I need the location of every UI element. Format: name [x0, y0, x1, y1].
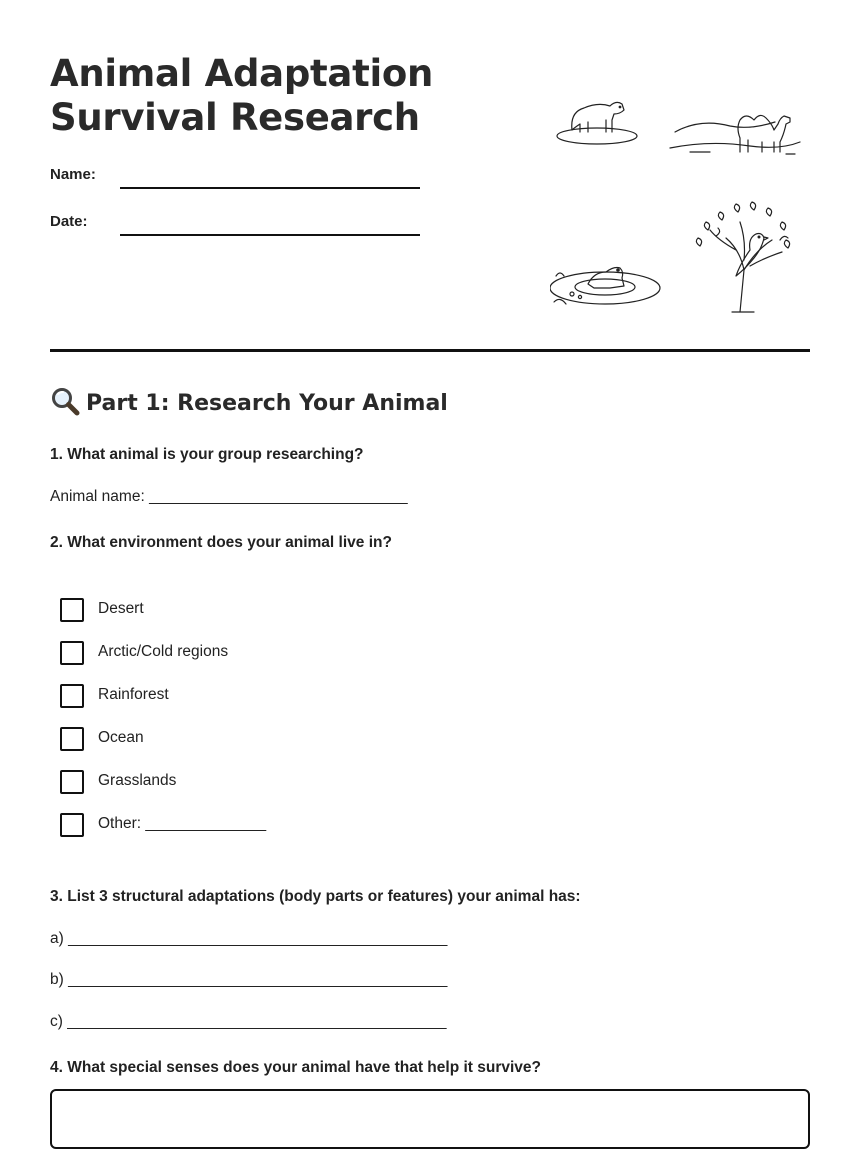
adaptation-line-a[interactable]: a) ____________________________________________	[50, 930, 448, 947]
animal-illustrations	[550, 90, 810, 320]
checkbox[interactable]	[60, 770, 84, 794]
option-label: Desert	[98, 600, 144, 617]
question-1: 1. What animal is your group researching?	[50, 446, 364, 463]
question-2: 2. What environment does your animal live in?	[50, 534, 392, 551]
senses-answer-box[interactable]	[50, 1089, 810, 1149]
checkbox[interactable]	[60, 684, 84, 708]
part1-heading-text: Part 1: Research Your Animal	[86, 391, 448, 416]
checkbox[interactable]	[60, 813, 84, 837]
checkbox[interactable]	[60, 598, 84, 622]
worksheet-title	[50, 52, 433, 140]
checkbox[interactable]	[60, 727, 84, 751]
option-label: Arctic/Cold regions	[98, 643, 229, 660]
checkbox[interactable]	[60, 641, 84, 665]
header-divider	[50, 349, 810, 352]
option-label: Other: ______________	[98, 815, 267, 832]
date-field[interactable]	[120, 234, 420, 236]
name-field[interactable]	[120, 187, 420, 189]
part1-heading	[50, 386, 448, 416]
name-label: Name:	[50, 166, 96, 183]
question-4: 4. What special senses does your animal have that help it survive?	[50, 1059, 542, 1076]
animal-name-field[interactable]: Animal name: ______________________________	[50, 488, 408, 505]
question-3: 3. List 3 structural adaptations (body parts or features) your animal has:	[50, 888, 581, 905]
adaptation-line-b[interactable]: b) ____________________________________________	[50, 971, 448, 988]
polar-bear-icon	[557, 102, 637, 144]
magnifying-glass-icon	[50, 386, 80, 416]
camel-icon	[670, 115, 800, 154]
date-label: Date:	[50, 213, 88, 230]
option-label: Ocean	[98, 729, 144, 746]
adaptation-line-c[interactable]: c) ____________________________________________	[50, 1013, 447, 1030]
option-label: Rainforest	[98, 686, 169, 703]
bird-in-tree-icon	[696, 202, 789, 312]
frog-icon	[550, 268, 660, 305]
title-line-2: Survival Research	[50, 96, 420, 139]
option-label: Grasslands	[98, 772, 177, 789]
title-line-1: Animal Adaptation	[50, 52, 434, 95]
